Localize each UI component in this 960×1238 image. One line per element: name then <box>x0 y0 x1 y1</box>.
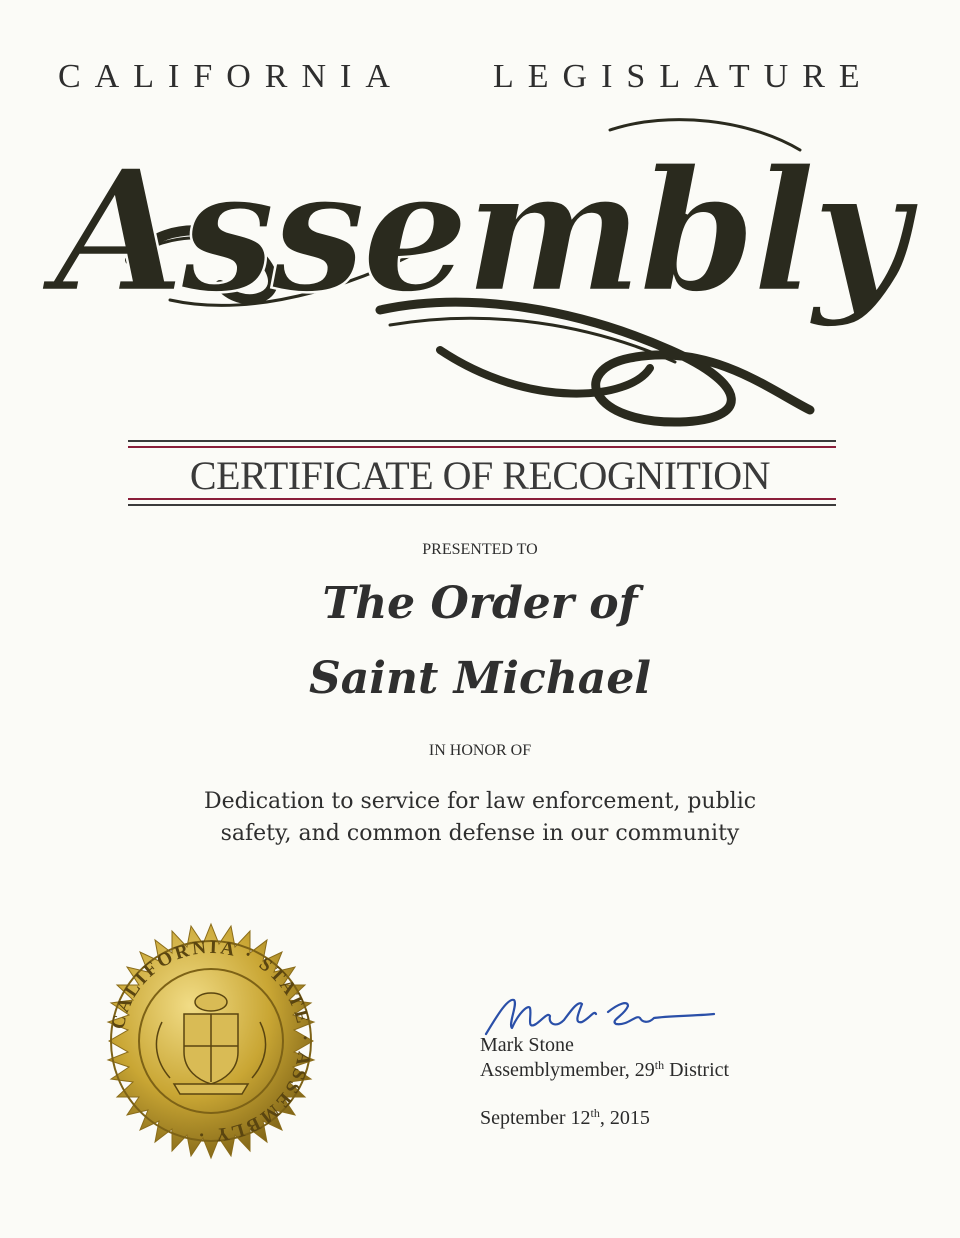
honor-line-2: safety, and common defense in our community <box>220 821 740 846</box>
seal-ring-text: CALIFORNIA · STATE · ASSEMBLY · <box>107 936 316 1146</box>
recipient-line-1: The Order of <box>322 578 638 629</box>
signer-title <box>480 1058 729 1082</box>
seal-graphic <box>92 922 330 1160</box>
signer-name: Mark Stone <box>480 1034 574 1056</box>
heading-word-california: CALIFORNIA <box>58 58 404 95</box>
certificate-date <box>480 1106 650 1130</box>
honor-line-1: Dedication to service for law enforcement, public <box>203 789 757 814</box>
certificate-title: CERTIFICATE OF RECOGNITION <box>189 453 771 498</box>
heading-word-legislature: LEGISLATURE <box>493 58 874 95</box>
presented-to-label: PRESENTED TO <box>422 541 538 558</box>
assembly-script-text: Assembly <box>54 132 906 330</box>
assembly-script-logo <box>54 110 906 440</box>
signer-title-text: Assemblymember, 29 <box>480 1059 655 1081</box>
bottom-double-rule <box>128 498 836 506</box>
assembly-flourish-graphic <box>54 110 906 440</box>
gold-state-seal <box>92 922 330 1160</box>
signer-title-sup: th <box>654 1058 665 1072</box>
signer-title-suffix: District <box>664 1059 730 1081</box>
top-double-rule <box>128 440 836 448</box>
honor-description <box>0 786 960 850</box>
recipient-line-2: Saint Michael <box>308 653 652 704</box>
date-text: September 12 <box>480 1107 591 1129</box>
in-honor-of-label: IN HONOR OF <box>428 742 532 759</box>
date-sup: th <box>590 1106 600 1120</box>
date-suffix: , 2015 <box>599 1107 650 1129</box>
